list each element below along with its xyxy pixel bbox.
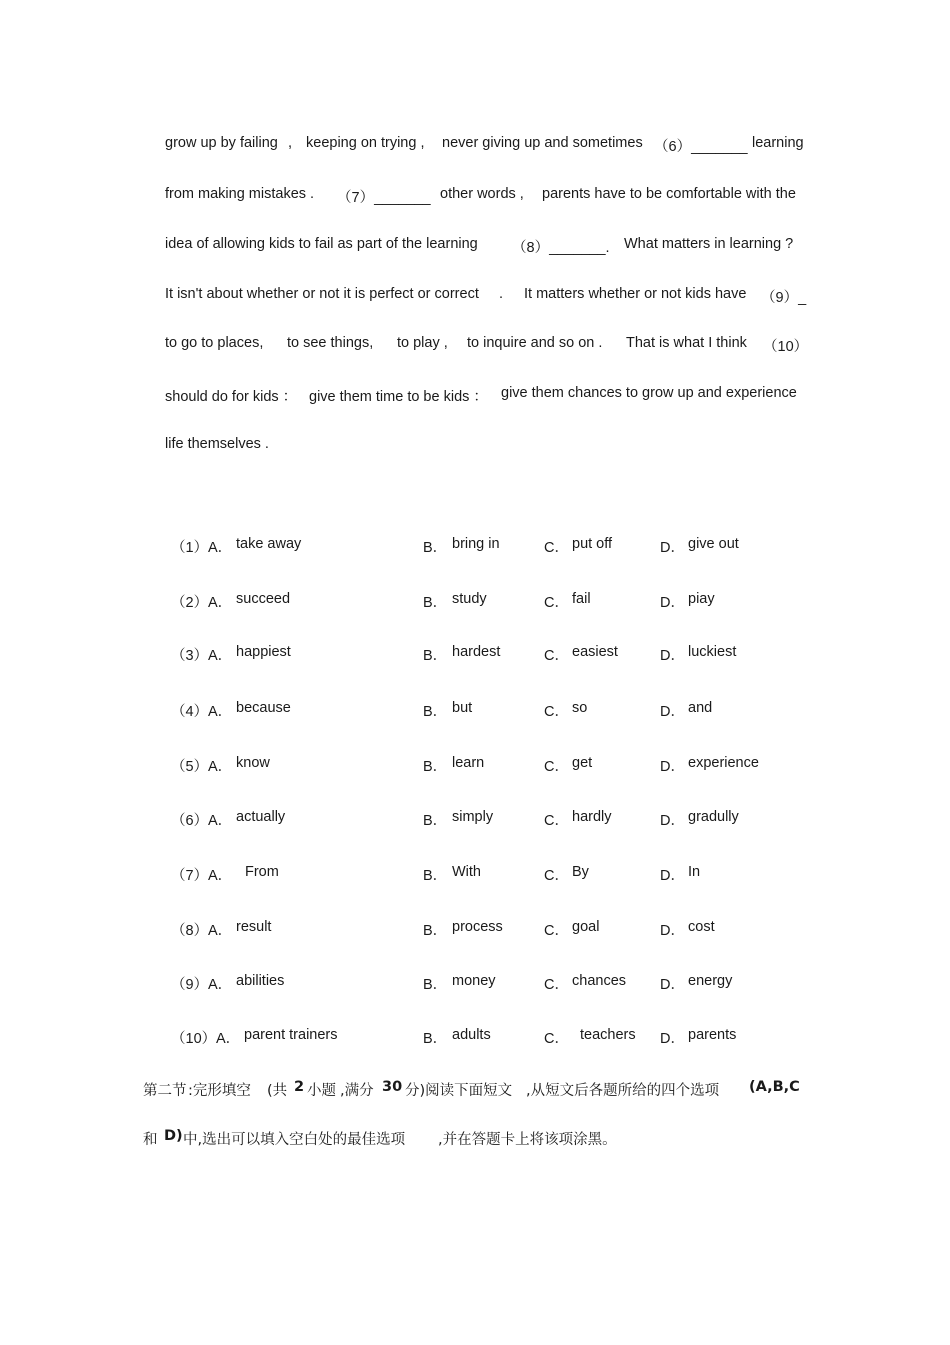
passage-text: never giving up and sometimes	[442, 135, 643, 151]
option-c-letter: C．	[544, 759, 569, 775]
option-b-letter: B．	[423, 540, 448, 556]
option-d-text: luckiest	[688, 644, 737, 660]
question-number: （2）	[171, 595, 209, 611]
blank-9: （9）_	[761, 290, 807, 306]
option-d-letter: D．	[660, 1031, 685, 1047]
instruction-text: ,并在答题卡上将该项涂黑。	[438, 1132, 617, 1148]
option-a-letter: A．	[208, 977, 233, 993]
option-d-text: piay	[688, 591, 715, 607]
option-d-text: energy	[688, 973, 733, 989]
option-d-letter: D．	[660, 868, 685, 884]
option-c-letter: C．	[544, 868, 569, 884]
option-a-text: take away	[236, 536, 302, 552]
option-a-letter: A．	[208, 923, 233, 939]
option-b-letter: B．	[423, 704, 448, 720]
passage-text: grow up by failing	[165, 135, 278, 151]
option-c-text: fail	[572, 591, 591, 607]
passage-text: keeping on trying ,	[306, 135, 425, 151]
question-number: （5）	[171, 759, 209, 775]
option-b-letter: B．	[423, 648, 448, 664]
blank-6: （6）_______	[654, 139, 748, 155]
question-number: （3）	[171, 648, 209, 664]
passage-text: other words ,	[440, 186, 524, 202]
question-number: （6）	[171, 813, 209, 829]
question-number: （9）	[171, 977, 209, 993]
passage-text: to inquire and so on .	[467, 335, 603, 351]
passage-text: to go to places,	[165, 335, 264, 351]
option-a-text: parent trainers	[244, 1027, 338, 1043]
option-b-text: adults	[452, 1027, 491, 1043]
option-d-letter: D．	[660, 648, 685, 664]
option-a-text: because	[236, 700, 291, 716]
blank-8: （8）_______.	[512, 240, 610, 256]
option-a-letter: A．	[208, 540, 233, 556]
option-b-text: simply	[452, 809, 494, 825]
option-d-letter: D．	[660, 977, 685, 993]
option-c-text: easiest	[572, 644, 618, 660]
option-d-letter: D．	[660, 595, 685, 611]
option-d-text: give out	[688, 536, 739, 552]
option-d-text: gradully	[688, 809, 739, 825]
instruction-text: :完形填空	[188, 1083, 251, 1099]
option-b-text: learn	[452, 755, 485, 771]
option-a-text: actually	[236, 809, 286, 825]
option-b-letter: B．	[423, 868, 448, 884]
option-d-text: In	[688, 864, 701, 880]
passage-text: idea of allowing kids to fail as part of the learning	[165, 236, 478, 252]
passage-text: to play ,	[397, 335, 448, 351]
option-a-text: abilities	[236, 973, 285, 989]
blank-7: （7）_______	[337, 190, 431, 206]
option-b-letter: B．	[423, 977, 448, 993]
option-b-text: study	[452, 591, 487, 607]
passage-text: learning	[752, 135, 804, 151]
instruction-text: (共	[267, 1083, 288, 1099]
option-c-letter: C．	[544, 648, 569, 664]
passage-text: to see things,	[287, 335, 374, 351]
option-a-letter: A．	[208, 648, 233, 664]
option-c-letter: C．	[544, 704, 569, 720]
option-b-letter: B．	[423, 923, 448, 939]
section-heading: 第二节	[143, 1083, 187, 1099]
passage-text: should do for kids ：	[165, 389, 298, 405]
instruction-text: 2	[294, 1079, 305, 1095]
option-c-text: goal	[572, 919, 600, 935]
option-c-text: By	[572, 864, 589, 880]
instruction-text: 小题	[307, 1083, 336, 1099]
option-c-letter: C．	[544, 1031, 569, 1047]
option-b-text: bring in	[452, 536, 500, 552]
option-a-letter: A．	[208, 868, 233, 884]
option-a-letter: A．	[208, 759, 233, 775]
passage-text: That is what I think	[626, 335, 747, 351]
passage-text: ,	[288, 135, 293, 151]
instruction-text: 分)阅读下面短文	[405, 1083, 513, 1099]
option-a-letter: A．	[208, 813, 233, 829]
option-c-text: get	[572, 755, 593, 771]
option-a-text: result	[236, 919, 272, 935]
option-c-text: teachers	[580, 1027, 636, 1043]
passage-text: It isn't about whether or not it is perfect or correct	[165, 286, 479, 302]
option-b-letter: B．	[423, 813, 448, 829]
instruction-text: (A,B,C	[749, 1079, 800, 1095]
passage-text: .	[499, 286, 504, 302]
option-b-text: With	[452, 864, 481, 880]
option-c-text: put off	[572, 536, 613, 552]
option-a-letter: A．	[208, 704, 233, 720]
blank-10: （10）	[763, 339, 809, 355]
option-d-text: experience	[688, 755, 759, 771]
option-c-letter: C．	[544, 813, 569, 829]
question-number: （7）	[171, 868, 209, 884]
option-c-letter: C．	[544, 923, 569, 939]
option-b-text: but	[452, 700, 473, 716]
instruction-text: 和	[143, 1132, 158, 1148]
option-b-letter: B．	[423, 595, 448, 611]
option-d-text: parents	[688, 1027, 737, 1043]
option-d-text: and	[688, 700, 713, 716]
passage-text: give them time to be kids ：	[309, 389, 488, 405]
passage-text: life themselves .	[165, 436, 269, 452]
option-a-text: From	[245, 864, 279, 880]
option-c-text: hardly	[572, 809, 612, 825]
option-d-letter: D．	[660, 813, 685, 829]
option-b-text: hardest	[452, 644, 501, 660]
option-c-letter: C．	[544, 977, 569, 993]
question-number: （10）	[171, 1031, 217, 1047]
instruction-text: D)	[164, 1128, 183, 1144]
option-a-text: happiest	[236, 644, 291, 660]
option-a-letter: A．	[216, 1031, 241, 1047]
option-b-letter: B．	[423, 759, 448, 775]
option-d-letter: D．	[660, 540, 685, 556]
passage-text: parents have to be comfortable with the	[542, 186, 796, 202]
passage-text: give them chances to grow up and experience	[501, 385, 797, 401]
option-a-text: succeed	[236, 591, 291, 607]
instruction-text: 30	[382, 1079, 403, 1095]
instruction-text: 中,选出可以填入空白处的最佳选项	[183, 1132, 406, 1148]
option-b-text: process	[452, 919, 503, 935]
instruction-text: ,从短文后各题所给的四个选项	[526, 1083, 720, 1099]
question-number: （8）	[171, 923, 209, 939]
passage-text: from making mistakes .	[165, 186, 315, 202]
option-d-letter: D．	[660, 759, 685, 775]
instruction-text: ,满分	[340, 1083, 374, 1099]
option-c-text: chances	[572, 973, 627, 989]
option-d-letter: D．	[660, 704, 685, 720]
option-d-text: cost	[688, 919, 715, 935]
option-a-letter: A．	[208, 595, 233, 611]
option-a-text: know	[236, 755, 270, 771]
option-c-letter: C．	[544, 595, 569, 611]
option-b-letter: B．	[423, 1031, 448, 1047]
option-c-text: so	[572, 700, 588, 716]
option-b-text: money	[452, 973, 496, 989]
option-d-letter: D．	[660, 923, 685, 939]
passage-text: What matters in learning ?	[624, 236, 794, 252]
question-number: （4）	[171, 704, 209, 720]
option-c-letter: C．	[544, 540, 569, 556]
question-number: （1）	[171, 540, 209, 556]
passage-text: It matters whether or not kids have	[524, 286, 747, 302]
